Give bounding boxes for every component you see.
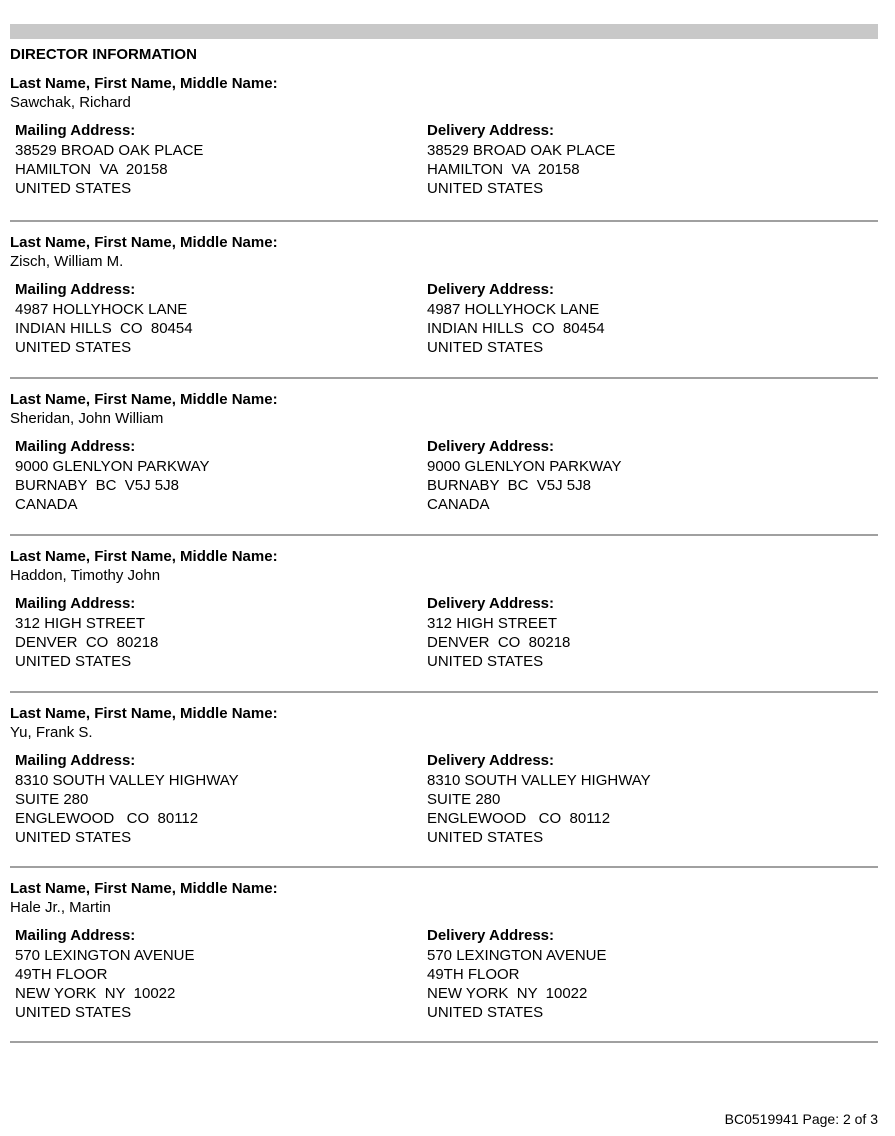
mailing-address-label: Mailing Address: (15, 752, 136, 769)
director-entry (10, 222, 878, 379)
delivery-address-line: INDIAN HILLS CO 80454 (427, 320, 605, 337)
mailing-address-line: UNITED STATES (15, 1004, 132, 1021)
mailing-address-line: UNITED STATES (15, 180, 132, 197)
delivery-address-line: 9000 GLENLYON PARKWAY (427, 458, 622, 475)
mailing-address (10, 437, 427, 514)
address-row (10, 594, 878, 671)
address-row (10, 280, 878, 357)
mailing-address-line: 312 HIGH STREET (15, 615, 146, 632)
director-entry (10, 868, 878, 1043)
mailing-address (10, 594, 427, 671)
mailing-address-label: Mailing Address: (15, 595, 136, 612)
delivery-address-label: Delivery Address: (427, 438, 555, 455)
director-entry (10, 536, 878, 693)
delivery-address-line: HAMILTON VA 20158 (427, 161, 580, 178)
mailing-address (10, 751, 427, 847)
delivery-address-line: 8310 SOUTH VALLEY HIGHWAY (427, 772, 651, 789)
director-name: Zisch, William M. (10, 253, 124, 270)
director-entry (10, 65, 878, 222)
mailing-address-line: SUITE 280 (15, 791, 89, 808)
mailing-address-label: Mailing Address: (15, 927, 136, 944)
delivery-address (427, 594, 839, 671)
address-row (10, 926, 878, 1022)
delivery-address-line: UNITED STATES (427, 339, 544, 356)
name-label: Last Name, First Name, Middle Name: (10, 880, 278, 897)
name-label: Last Name, First Name, Middle Name: (10, 75, 278, 92)
mailing-address-line: NEW YORK NY 10022 (15, 985, 176, 1002)
delivery-address-line: 38529 BROAD OAK PLACE (427, 142, 616, 159)
director-name: Yu, Frank S. (10, 724, 93, 741)
mailing-address-line: 4987 HOLLYHOCK LANE (15, 301, 188, 318)
address-row (10, 751, 878, 847)
address-row (10, 121, 878, 198)
director-entry (10, 379, 878, 536)
mailing-address-line: 49TH FLOOR (15, 966, 108, 983)
delivery-address (427, 121, 839, 198)
delivery-address-line: 312 HIGH STREET (427, 615, 558, 632)
address-row (10, 437, 878, 514)
delivery-address-line: CANADA (427, 496, 490, 513)
delivery-address (427, 926, 839, 1022)
delivery-address-line: UNITED STATES (427, 829, 544, 846)
delivery-address-line: NEW YORK NY 10022 (427, 985, 588, 1002)
delivery-address-line: UNITED STATES (427, 180, 544, 197)
name-label: Last Name, First Name, Middle Name: (10, 705, 278, 722)
mailing-address-line: ENGLEWOOD CO 80112 (15, 810, 199, 827)
delivery-address-line: BURNABY BC V5J 5J8 (427, 477, 591, 494)
director-list (10, 65, 878, 1043)
director-name: Sawchak, Richard (10, 94, 131, 111)
delivery-address (427, 280, 839, 357)
delivery-address-label: Delivery Address: (427, 752, 555, 769)
mailing-address-line: 9000 GLENLYON PARKWAY (15, 458, 210, 475)
mailing-address-line: INDIAN HILLS CO 80454 (15, 320, 193, 337)
delivery-address-line: UNITED STATES (427, 653, 544, 670)
mailing-address-line: 8310 SOUTH VALLEY HIGHWAY (15, 772, 239, 789)
header-bar (10, 24, 878, 39)
delivery-address-line: 49TH FLOOR (427, 966, 520, 983)
director-entry (10, 693, 878, 868)
delivery-address-label: Delivery Address: (427, 927, 555, 944)
name-label: Last Name, First Name, Middle Name: (10, 548, 278, 565)
mailing-address-label: Mailing Address: (15, 122, 136, 139)
section-title: DIRECTOR INFORMATION (10, 46, 197, 63)
delivery-address-label: Delivery Address: (427, 595, 555, 612)
delivery-address-line: UNITED STATES (427, 1004, 544, 1021)
name-label: Last Name, First Name, Middle Name: (10, 391, 278, 408)
mailing-address-line: DENVER CO 80218 (15, 634, 159, 651)
mailing-address-line: 570 LEXINGTON AVENUE (15, 947, 195, 964)
page-footer: BC0519941 Page: 2 of 3 (724, 1111, 878, 1127)
mailing-address-label: Mailing Address: (15, 438, 136, 455)
mailing-address (10, 926, 427, 1022)
mailing-address (10, 280, 427, 357)
mailing-address (10, 121, 427, 198)
mailing-address-line: HAMILTON VA 20158 (15, 161, 168, 178)
director-name: Sheridan, John William (10, 410, 164, 427)
mailing-address-line: UNITED STATES (15, 339, 132, 356)
delivery-address-line: 4987 HOLLYHOCK LANE (427, 301, 600, 318)
director-name: Haddon, Timothy John (10, 567, 161, 584)
delivery-address-line: SUITE 280 (427, 791, 501, 808)
delivery-address-line: DENVER CO 80218 (427, 634, 571, 651)
delivery-address-label: Delivery Address: (427, 122, 555, 139)
mailing-address-line: UNITED STATES (15, 653, 132, 670)
delivery-address-label: Delivery Address: (427, 281, 555, 298)
director-name: Hale Jr., Martin (10, 899, 111, 916)
mailing-address-line: UNITED STATES (15, 829, 132, 846)
mailing-address-line: BURNABY BC V5J 5J8 (15, 477, 179, 494)
mailing-address-line: CANADA (15, 496, 78, 513)
document-page (10, 24, 878, 1043)
mailing-address-label: Mailing Address: (15, 281, 136, 298)
delivery-address-line: 570 LEXINGTON AVENUE (427, 947, 607, 964)
section-divider (10, 1041, 878, 1043)
name-label: Last Name, First Name, Middle Name: (10, 234, 278, 251)
mailing-address-line: 38529 BROAD OAK PLACE (15, 142, 204, 159)
delivery-address (427, 751, 839, 847)
delivery-address-line: ENGLEWOOD CO 80112 (427, 810, 611, 827)
delivery-address (427, 437, 839, 514)
